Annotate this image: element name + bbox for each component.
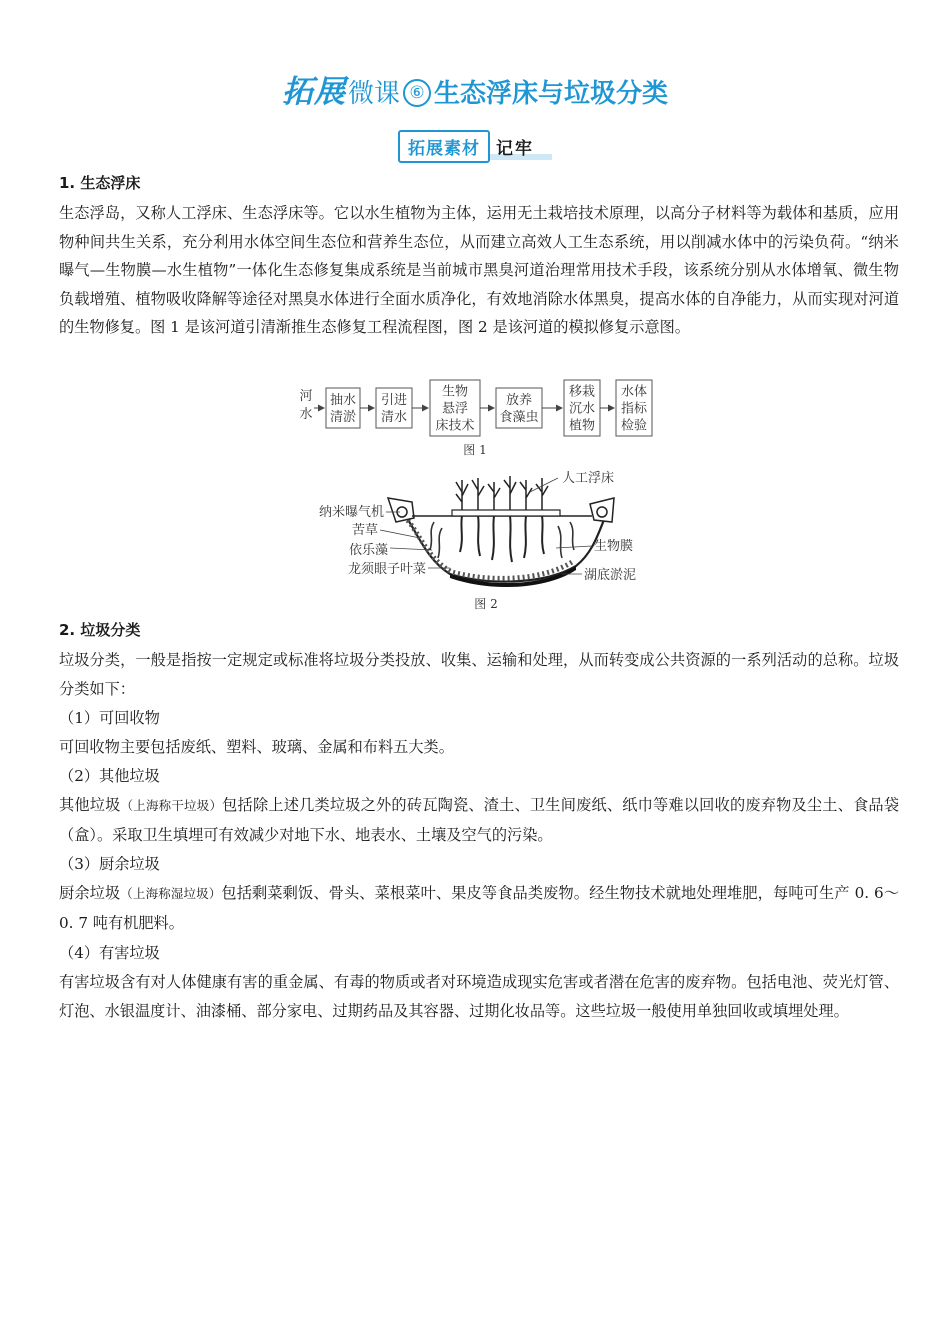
tag-suffix: 记牢 <box>496 138 534 159</box>
category-2-body: 包括除上述几类垃圾之外的砖瓦陶瓷、渣土、卫生间废纸、纸巾等难以回收的废弃物及尘土、食品袋（盒）。采取卫生填埋可有效减少对地下水、地表水、土壤及空气的污染。 <box>59 796 900 844</box>
flow-box-text: 沉水 <box>568 401 596 417</box>
section-1-paragraph: 生态浮岛，又称人工浮床、生态浮床等。它以水生植物为主体，运用无土栽培技术原理，以高分子材料等为载体和基质，应用物种间共生关系，充分利用水体空间生态位和营养生态位，从而建立高效人工生态系统，用以削减水体中的污染负荷。“纳米曝气—生物膜—水生植物”一体化生态修复集成系统是当前城市黑臭河道治理常用技术手段，该系统分别从水体增氧、微生物负载增殖、植物吸收降解等途径对黑臭水体进行全面水质净化，有效地消除水体黑臭，提高水体的自净能力，从而实现对河道的生物修复。图 1 是该河道引清渐推生态修复工程流程图，图 2 是该河道的模拟修复示意图。 <box>59 204 899 337</box>
label-algae: 依乐藻 <box>348 543 388 558</box>
category-3-note: （上海称湿垃圾） <box>120 886 222 901</box>
flow-box-text: 清水 <box>380 410 408 425</box>
flow-box-text: 食藻虫 <box>499 410 539 425</box>
flow-box-text: 检验 <box>620 418 648 434</box>
flow-box-text: 水体 <box>620 384 648 400</box>
section-tag <box>398 131 534 161</box>
title-number: ⑥ <box>403 79 431 107</box>
category-3-text <box>59 879 899 937</box>
category-3-body: 包括剩菜剩饭、骨头、菜根菜叶、果皮等食品类废物。经生物技术就地处理堆肥，每吨可生产 0. 6～0. 7 吨有机肥料。 <box>59 884 900 932</box>
category-4-title: （4）有害垃圾 <box>59 944 160 962</box>
label-weed: 龙须眼子叶菜 <box>347 562 426 577</box>
title-main: 生态浮床与垃圾分类 <box>434 79 669 109</box>
figure-2-caption: 图 2 <box>474 597 498 611</box>
category-2-title: （2）其他垃圾 <box>59 767 160 785</box>
title-brush: 拓展 <box>281 74 346 110</box>
label-mud: 湖底淤泥 <box>584 568 637 583</box>
category-1-text: 可回收物主要包括废纸、塑料、玻璃、金属和布料五大类。 <box>59 738 454 756</box>
flow-box-text: 悬浮 <box>441 401 469 417</box>
flow-box-text: 抽水 <box>329 393 357 408</box>
category-2-lead: 其他垃圾 <box>59 796 121 814</box>
figure-2-diagram <box>300 462 660 614</box>
flow-box-text: 引进 <box>380 393 408 408</box>
tag-label: 拓展素材 <box>398 130 490 163</box>
flow-box-text: 生物 <box>441 384 469 400</box>
section-2-heading: 2. 垃圾分类 <box>59 621 141 639</box>
label-aerator: 纳米曝气机 <box>318 505 384 520</box>
category-2-text <box>59 791 899 849</box>
figure-1-flowchart <box>290 374 660 460</box>
category-3-title: （3）厨余垃圾 <box>59 855 160 873</box>
category-4-text: 有害垃圾含有对人体健康有害的重金属、有毒的物质或者对环境造成现实危害或者潜在危害的废弃物。包括电池、荧光灯管、灯泡、水银温度计、油漆桶、部分家电、过期药品及其容器、过期化妆品等。这些垃圾一般使用单独回收或填埋处理。 <box>59 973 899 1020</box>
section-1-heading: 1. 生态浮床 <box>59 174 141 192</box>
flow-box-text: 床技术 <box>435 418 475 434</box>
page-title <box>0 66 950 111</box>
category-3-lead: 厨余垃圾 <box>59 884 121 902</box>
label-grass: 苦草 <box>351 523 378 538</box>
flow-box-text: 指标 <box>620 401 648 417</box>
label-floating-bed: 人工浮床 <box>562 471 615 486</box>
figure-1-caption: 图 1 <box>463 443 487 457</box>
flow-box-text: 移栽 <box>568 384 596 400</box>
title-micro: 微课 <box>347 79 400 109</box>
flow-box-text: 植物 <box>568 418 596 434</box>
section-2-intro: 垃圾分类，一般是指按一定规定或标准将垃圾分类投放、收集、运输和处理，从而转变成公共资源的一系列活动的总称。垃圾分类如下： <box>59 651 899 698</box>
flow-box-text: 清淤 <box>329 410 357 425</box>
flow-start-text: 水 <box>299 407 313 422</box>
flow-box-text: 放养 <box>505 393 533 408</box>
flow-start-text: 河 <box>299 389 313 404</box>
category-2-note: （上海称干垃圾） <box>120 798 223 813</box>
label-biofilm: 生物膜 <box>594 539 634 554</box>
category-1-title: （1）可回收物 <box>59 709 160 727</box>
